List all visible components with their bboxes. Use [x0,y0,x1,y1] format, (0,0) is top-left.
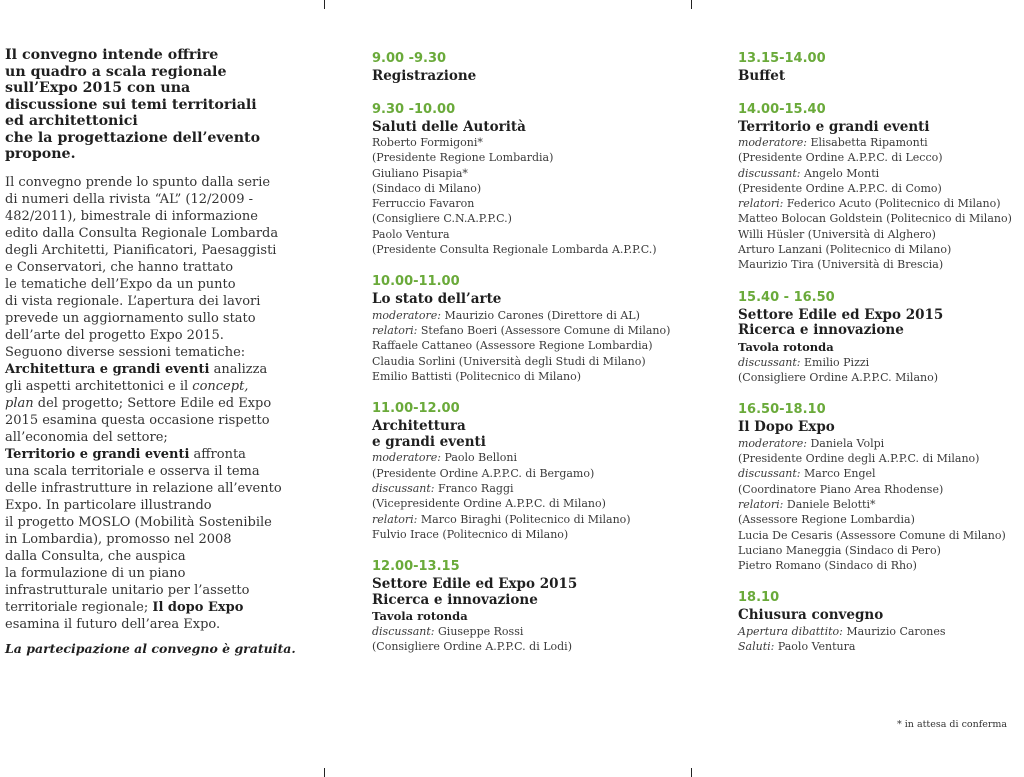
role-label: discussant: [372,481,435,495]
role-label: moderatore: [738,436,807,450]
intro-body-line [5,242,295,259]
text-run: di vista regionale. L’apertura dei lavori [5,293,261,309]
participant-line [738,466,1023,481]
session-title-line: Il Dopo Expo [738,419,835,436]
participant-line [738,196,1023,211]
participant-line [372,624,672,639]
session-time: 15.40 - 16.50 [738,289,835,305]
text-run: Giuliano Pisapia* [372,166,468,180]
participant-line [738,227,1023,242]
text-run: Maurizio Carones [842,624,946,638]
participant-line [738,181,1023,196]
text-run: (Vicepresidente Ordine A.P.P.C. di Milano) [372,497,606,511]
text-run: Daniele Belotti* [783,497,876,511]
text-run: Maurizio Tira (Università di Brescia) [738,258,944,272]
session-title-line: Lo stato dell’arte [372,291,502,308]
program-session [738,289,1023,386]
participant-line [738,543,1023,558]
intro-body-line [5,531,295,548]
program-column-left [372,50,672,671]
text-run: 482/2011), bimestrale di informazione [5,208,258,224]
role-label: relatori: [372,324,418,338]
fold-mark-top-left [324,0,325,9]
session-subtitle: Tavola rotonda [738,339,834,354]
intro-body-line [5,174,295,191]
text-run: prevede un aggiornamento sullo stato [5,310,256,326]
program-session [738,401,1023,573]
intro-body-line [5,310,295,327]
text-run: Roberto Formigoni* [372,136,483,149]
intro-body-line [5,293,295,310]
text-run: Marco Biraghi (Politecnico di Milano) [417,512,631,526]
intro-body-line [5,225,295,242]
text-run: Ferruccio Favaron [372,197,475,211]
role-label: discussant: [738,467,801,481]
participant-line [372,181,672,196]
text-run: Emilio Pizzi [800,355,870,369]
text-run: Giuseppe Rossi [434,625,524,639]
text-run: Luciano Maneggia (Sindaco di Pero) [738,543,941,557]
intro-body-line [5,514,295,531]
intro-body-line [5,429,295,446]
participant-line [738,497,1023,512]
participant-line [372,496,672,511]
participant-line [372,166,672,181]
intro-column [5,47,295,656]
session-participants [372,450,672,542]
text-run: degli Architetti, Pianificatori, Paesaggisti [5,242,277,258]
intro-body-line [5,361,295,378]
intro-heading-line: che la progettazione dell’evento [5,129,261,146]
session-title [372,292,672,308]
participant-line [372,466,672,481]
session-name-highlight: Territorio e grandi eventi [5,446,190,462]
text-run: Raffaele Cattaneo (Assessore Regione Lombardia) [372,339,653,353]
text-run: (Presidente Regione Lombardia) [372,151,554,165]
text-run: (Presidente Ordine A.P.P.C. di Como) [738,181,942,195]
intro-heading-line: Il convegno intende offrire [5,47,219,63]
participant-line [738,211,1023,226]
text-run: Maurizio Carones (Direttore di AL) [440,308,640,322]
text-run: analizza [209,361,268,377]
intro-body-line [5,480,295,497]
participant-line [738,242,1023,257]
intro-heading [5,47,295,163]
text-run: dell’arte del progetto Expo 2015. [5,327,224,343]
text-run: le tematiche dell’Expo da un punto [5,276,236,292]
intro-body-line [5,565,295,582]
role-label: moderatore: [372,308,441,322]
program-session [372,273,672,384]
text-run: affronta [189,446,246,462]
intro-body-line [5,378,295,395]
text-run: una scala territoriale e osserva il tema [5,463,260,479]
text-run: Matteo Bolocan Goldstein (Politecnico di Milano) [738,212,1012,226]
text-run: Elisabetta Ripamonti [806,136,928,149]
text-run: Claudia Sorlini (Università degli Studi di Milano) [372,354,646,368]
session-title [738,420,1023,436]
intro-body-line [5,412,295,429]
text-run: esamina il futuro dell’area Expo. [5,616,221,632]
text-run: (Presidente Ordine A.P.P.C. di Bergamo) [372,466,595,480]
text-run: Daniela Volpi [806,436,885,450]
role-label: discussant: [372,625,435,639]
participant-line [372,227,672,242]
text-run: Federico Acuto (Politecnico di Milano) [783,197,1001,211]
session-time: 12.00-13.15 [372,559,460,575]
intro-heading-line: discussione sui temi territoriali [5,96,257,113]
intro-body-line [5,446,295,463]
role-label: Saluti: [738,640,775,654]
text-run: Pietro Romano (Sindaco di Rho) [738,559,917,573]
text-run: territoriale regionale; [5,599,153,615]
role-label: discussant: [738,355,801,369]
intro-body-line [5,259,295,276]
session-participants [372,135,672,257]
session-title-line: Settore Edile ed Expo 2015 [372,576,578,593]
session-title [738,120,1023,136]
program-session [372,101,672,258]
intro-heading-line: propone. [5,146,76,162]
session-time: 9.30 -10.00 [372,101,456,117]
role-label: relatori: [738,497,784,511]
session-participants [738,436,1023,574]
participant-line [738,558,1023,573]
intro-body-line [5,191,295,208]
text-run: del progetto; Settore Edile ed Expo [33,395,272,411]
text-run: Expo. In particolare illustrando [5,497,212,513]
text-run: (Coordinatore Piano Area Rhodense) [738,482,944,496]
fold-mark-bottom-left [324,768,325,777]
role-label: discussant: [738,166,801,180]
program-session [372,558,672,655]
participant-line [738,150,1023,165]
text-run: (Assessore Regione Lombardia) [738,513,915,527]
participant-line [738,451,1023,466]
session-title-line: Ricerca e innovazione [738,322,904,339]
intro-body-line [5,327,295,344]
text-run: Paolo Belloni [440,451,518,465]
session-time: 9.00 -9.30 [372,51,447,66]
intro-body-line [5,616,295,633]
session-participants [738,355,1023,386]
intro-body-line [5,497,295,514]
program-session [738,50,1023,85]
role-label: plan [5,395,34,411]
participant-line [372,308,672,323]
participant-line [372,211,672,226]
participant-line [372,135,672,150]
session-title-line: Settore Edile ed Expo 2015 [738,306,944,323]
participant-line [738,482,1023,497]
intro-body-line [5,582,295,599]
text-run: di numeri della rivista “AL” (12/2009 - [5,191,254,207]
program-session [372,50,672,85]
role-label: relatori: [372,512,418,526]
participant-line [372,354,672,369]
participant-line [372,481,672,496]
participant-line [738,639,1023,654]
text-run: Lucia De Cesaris (Assessore Comune di Milano) [738,528,1006,542]
text-run: Seguono diverse sessioni tematiche: [5,344,246,360]
session-title [372,577,672,608]
session-time: 11.00-12.00 [372,401,460,417]
text-run: Marco Engel [800,467,876,481]
intro-body [5,174,295,633]
intro-body-line [5,463,295,480]
session-name-highlight: Il dopo Expo [152,599,244,615]
text-run: (Sindaco di Milano) [372,181,482,195]
text-run: (Presidente Ordine A.P.P.C. di Lecco) [738,151,943,165]
participant-line [372,369,672,384]
intro-body-line [5,208,295,225]
session-title [738,608,1023,624]
participant-line [372,196,672,211]
participant-line [372,527,672,542]
session-participants [738,135,1023,273]
participant-line [372,512,672,527]
session-time: 16.50-18.10 [738,402,826,418]
role-label: concept, [192,378,249,394]
text-run: all’economia del settore; [5,429,168,445]
text-run: e Conservatori, che hanno trattato [5,259,234,275]
intro-body-line [5,276,295,293]
participant-line [372,639,672,654]
session-title-line: Saluti delle Autorità [372,118,526,135]
session-title [372,120,672,136]
participant-line [738,512,1023,527]
session-participants [372,308,672,384]
program-session [738,589,1023,654]
program-column-right [738,50,1023,671]
session-title-line: Buffet [738,68,786,84]
participant-line [372,323,672,338]
text-run: la formulazione di un piano [5,565,186,581]
session-time: 13.15-14.00 [738,51,826,66]
role-label: moderatore: [372,451,441,465]
session-subtitle: Tavola rotonda [372,609,468,624]
session-title-line: Chiusura convegno [738,607,884,624]
text-run: Il convegno prende lo spunto dalla serie [5,174,271,190]
participant-line [738,135,1023,150]
intro-body-line [5,395,295,412]
intro-heading-line: un quadro a scala regionale [5,63,227,80]
session-participants [372,624,672,655]
role-label: relatori: [738,197,784,211]
text-run: Paolo Ventura [372,227,450,241]
session-title [738,308,1023,339]
text-run: il progetto MOSLO (Mobilità Sostenibile [5,514,272,530]
text-run: Paolo Ventura [774,640,856,654]
participant-line [372,150,672,165]
session-participants [738,624,1023,655]
text-run: Emilio Battisti (Politecnico di Milano) [372,370,582,384]
text-run: Willi Hüsler (Università di Alghero) [738,227,936,241]
text-run: Fulvio Irace (Politecnico di Milano) [372,527,569,541]
intro-body-line [5,344,295,361]
participant-line [738,257,1023,272]
session-title [738,69,1023,85]
session-title-line: Architettura [372,418,466,435]
participant-line [738,355,1023,370]
program-session [738,101,1023,273]
session-title-line: e grandi eventi [372,433,486,450]
text-run: (Consigliere C.N.A.P.P.C.) [372,212,512,226]
role-label: Apertura dibattito: [738,624,843,638]
session-time: 10.00-11.00 [372,274,460,290]
text-run: infrastrutturale unitario per l’assetto [5,582,250,598]
session-title-line: Territorio e grandi eventi [738,118,930,135]
text-run: delle infrastrutture in relazione all’evento [5,480,282,496]
text-run: (Presidente Consulta Regionale Lombarda A.P.P.C.) [372,243,657,257]
text-run: 2015 esamina questa occasione rispetto [5,412,270,428]
participant-line [372,338,672,353]
footnote: * in attesa di conferma [897,719,1008,730]
intro-heading-line: ed architettonici [5,113,138,129]
text-run: (Consigliere Ordine A.P.P.C. di Lodi) [372,640,572,654]
session-title-line: Registrazione [372,68,477,84]
participant-line [738,528,1023,543]
text-run: in Lombardia), promosso nel 2008 [5,531,232,547]
text-run: Franco Raggi [434,481,514,495]
session-title [372,419,672,450]
session-title [372,69,672,85]
participant-line [372,242,672,257]
text-run: Stefano Boeri (Assessore Comune di Milano) [417,324,671,338]
intro-body-line [5,548,295,565]
fold-mark-top-right [691,0,692,9]
text-run: (Consigliere Ordine A.P.P.C. Milano) [738,370,939,384]
session-name-highlight: Architettura e grandi eventi [5,361,210,377]
text-run: edito dalla Consulta Regionale Lombarda [5,225,279,241]
intro-body-line [5,599,295,616]
text-run: Angelo Monti [800,166,880,180]
participant-line [738,624,1023,639]
participation-note: La partecipazione al convegno è gratuita. [5,640,296,656]
participant-line [738,166,1023,181]
text-run: Arturo Lanzani (Politecnico di Milano) [738,243,952,257]
text-run: (Presidente Ordine degli A.P.P.C. di Milano) [738,452,980,466]
fold-mark-bottom-right [691,768,692,777]
role-label: moderatore: [738,136,807,149]
intro-heading-line: sull’Expo 2015 con una [5,80,191,96]
session-time: 14.00-15.40 [738,101,826,117]
program-session [372,400,672,542]
text-run: dalla Consulta, che auspica [5,548,186,564]
participant-line [738,370,1023,385]
session-title-line: Ricerca e innovazione [372,591,538,608]
session-time: 18.10 [738,590,780,606]
participant-line [372,450,672,465]
text-run: gli aspetti architettonici e il [5,378,193,394]
participant-line [738,436,1023,451]
